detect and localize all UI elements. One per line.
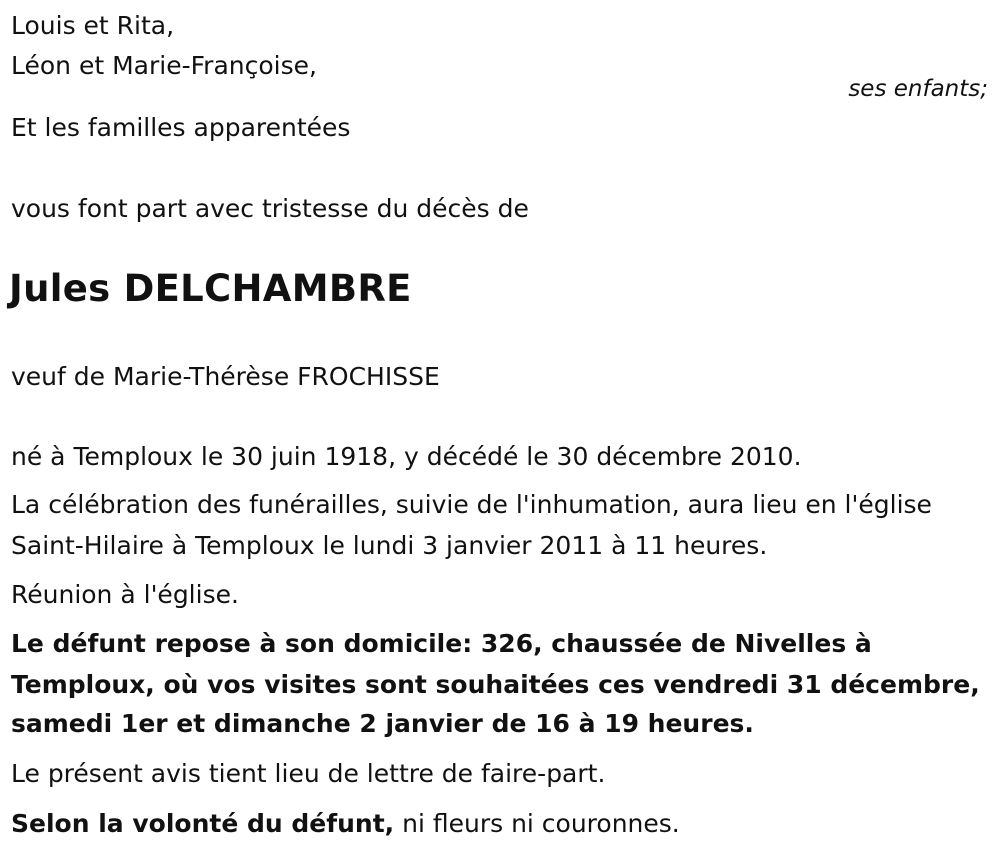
children-label: ses enfants; (848, 76, 988, 102)
birth-death-line: né à Temploux le 30 juin 1918, y décédé le 30 décembre 2010. (11, 442, 802, 471)
spouse-line: veuf de Marie-Thérèse FROCHISSE (11, 362, 440, 391)
deceased-name: Jules DELCHAMBRE (9, 267, 412, 310)
wishes-normal: ni fleurs ni couronnes. (394, 809, 680, 838)
visitation-line-3: samedi 1er et dimanche 2 janvier de 16 à 19 heures. (11, 709, 754, 738)
family-line-2: Léon et Marie-Françoise, (11, 51, 317, 80)
wishes-bold: Selon la volonté du défunt, (11, 809, 395, 838)
ceremony-line-2: Saint-Hilaire à Temploux le lundi 3 janvier 2011 à 11 heures. (11, 531, 768, 560)
visitation-line-2: Temploux, où vos visites sont souhaitées ces vendredi 31 décembre, (11, 670, 980, 699)
meeting-line: Réunion à l'église. (11, 580, 239, 609)
visitation-line-1: Le défunt repose à son domicile: 326, chaussée de Nivelles à (11, 629, 872, 658)
family-line-1: Louis et Rita, (11, 11, 175, 40)
notice-line: Le présent avis tient lieu de lettre de faire-part. (11, 759, 606, 788)
family-line-3: Et les familles apparentées (11, 113, 351, 142)
wishes-line (11, 804, 680, 844)
ceremony-line-1: La célébration des funérailles, suivie de l'inhumation, aura lieu en l'église (11, 490, 932, 519)
announcement-text: vous font part avec tristesse du décès de (11, 194, 529, 223)
